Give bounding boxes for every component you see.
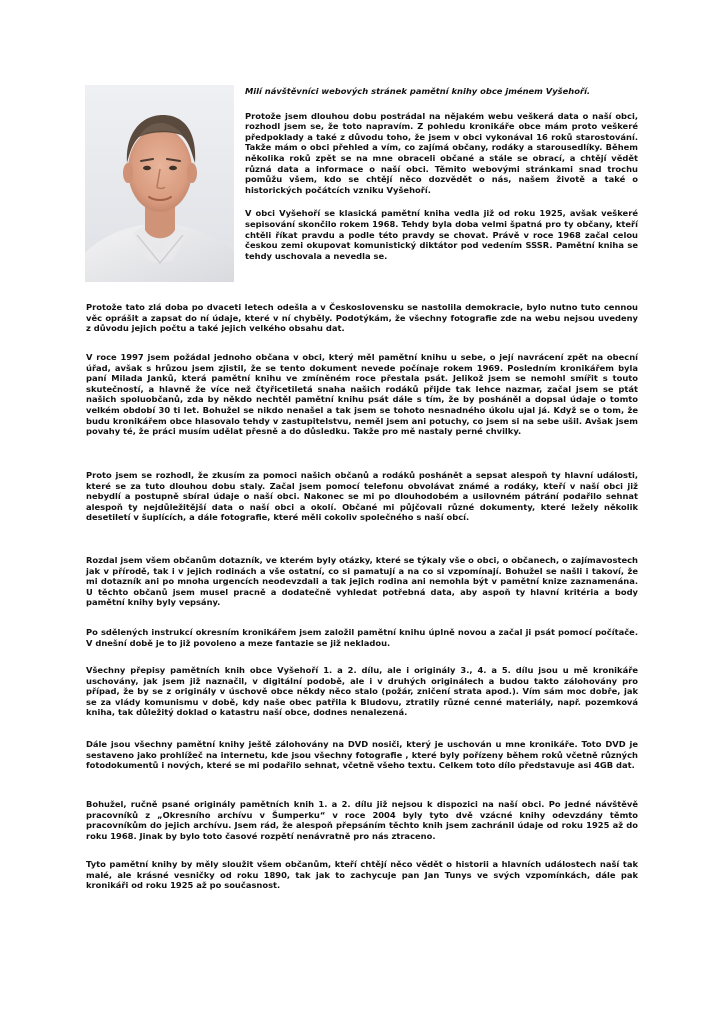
body-paragraph-7 (86, 739, 638, 771)
body-paragraph-6 (86, 665, 638, 718)
body-paragraph-text: Proto jsem se rozhodl, že zkusím za pomoci našich občanů a rodáků poshánět a sepsat alespoň ty hlavní události, které se za tuto dlouhou dobu staly. Začal jsem pomocí telefonu obvolávat známé a rodáky, kteří v naší obci již nebydlí a postupně sbíral údaje o naší obci. Nakonec se mi po dlouhodobém a usilovném pátrání podařilo sehnat alespoň ty nejdůležitější data o naší obci a okolí. Občané mi půjčovali různé dokumenty, které ležely několik desetiletí v šuplících, a dále fotografie, které měli cokoliv společného s naší obcí. (86, 470, 638, 523)
body-paragraph-text: Tyto pamětní knihy by měly sloužit všem občanům, kteří chtějí něco vědět o historii a hlavních událostech naší tak malé, ale krásné vesničky od roku 1890, tak jak to zachycuje pan Jan Tunys ve svých vzpomínkách, dále pak kronikáři od roku 1925 až po současnost. (86, 859, 638, 891)
body-paragraph-8 (86, 799, 638, 841)
body-paragraph-text: V roce 1997 jsem požádal jednoho občana v obci, který měl pamětní knihu u sebe, o její navrácení zpět na obecní úřad, avšak s hrůzou jsem zjistil, že se tento dokument nevede počínaje rokem 1969. Posledním kronikářem byla paní Milada Janků, která pamětní knihu ve zmíněném roce přestala psát. Jelikož jsem se nemohl smířit s touto skutečností, a hlavně že více než čtyřicetiletá snaha našich rodáků přijde tak lehce nazmar, začal jsem se ptát našich spoluobčanů, zda by někdo nechtěl pamětní knihu psát dále s tím, že by posháněl a dopsal údaje o tomto velkém období 30 ti let. Bohužel se nikdo nenašel a tak jsem se tohoto nesnadného úkolu ujal já. Když se o tom, že budu kronikářem obce hlasovalo tehdy v zastupitelstvu, neměl jsem ani potuchy, co jsem si na sebe ušil. Avšak jsem povahy té, že práci musím udělat přesně a do důsledku. Takže pro mě nastaly perné chvilky. (86, 352, 638, 437)
intro-paragraph-1: Protože jsem dlouhou dobu postrádal na nějakém webu veškerá data o naší obci, rozhodl jsem se, že toto napravím. Z pohledu kronikáře obce mám proto veškeré předpoklady a také z důvodu toho, že jsem v obci vykonával 16 roků starostování. Takže mám o obci přehled a vím, co zajímá občany, rodáky a starousedlíky. Během několika roků zpět se na mne obraceli občané a stále se obrací, a chtějí vědět různá data a informace o naší obci. Těmito webovými stránkami snad trochu pomůžu všem, kdo se chtějí něco dozvědět o nás, našem životě a také o historických počátcích vzniku Vyšehoří. (245, 110, 638, 195)
intro-paragraph-2: V obci Vyšehoří se klasická pamětní kniha vedla již od roku 1925, avšak veškeré sepisování skončilo rokem 1968. Tehdy byla doba velmi špatná pro ty občany, kteří chtěli říkat pravdu a podle této pravdy se chovat. Právě v roce 1968 začal celou českou zemi okupovat komunistický diktátor pod vedením SSSR. Pamětní kniha se tehdy uschovala a nevedla se. (245, 208, 638, 261)
body-paragraph-text: Dále jsou všechny pamětní knihy ještě zálohovány na DVD nosiči, který je uschován u mne kronikáře. Toto DVD je sestaveno jako prohlížeč na internetu, kde jsou všechny fotografie , které byly pořízeny během roků včetně různých fotodokumentů i nových, které se mi podařilo sehnat, včetně všeho textu. Celkem toto dílo představuje asi 4GB dat. (86, 739, 638, 771)
body-paragraph-1 (86, 302, 638, 334)
body-paragraph-4 (86, 555, 638, 608)
greeting-text: Milí návštěvníci webových stránek pamětní knihy obce jménem Vyšehoří. (245, 86, 591, 96)
body-paragraph-3 (86, 470, 638, 523)
body-paragraph-text: Protože tato zlá doba po dvaceti letech odešla a v Československu se nastolila demokracie, bylo nutno tuto cennou věc oprášit a zapsat do ní údaje, které v ní chyběly. Podotýkám, že všechny fotografie zde na webu nejsou uvedeny z důvodu jejich počtu a také jejich velkého obsahu dat. (86, 302, 638, 334)
body-paragraph-text: Po sdělených instrukcí okresním kronikářem jsem založil pamětní knihu úplně novou a začal ji psát pomocí počítače. V dnešní době je to již povoleno a meze fantazie se již nekladou. (86, 627, 638, 648)
body-paragraph-5 (86, 627, 638, 648)
body-paragraph-9 (86, 859, 638, 891)
body-paragraph-text: Rozdal jsem všem občanům dotazník, ve kterém byly otázky, které se týkaly vše o obci, o občanech, o zajímavostech jak v přírodě, tak i v jejich rodinách a vše ostatní, co si pamatují a na co si vzpomínají. Bohužel se našli i takoví, že mi dotazník ani po mnoha urgencích neodevzdali a tak jejich rodina ani nemohla být v pamětní knize zaznamenána. U těchto občanů jsem musel pracně a dodatečně vyhledat potřebná data, aby aspoň ty hlavní kritéria a body pamětní knihy byly vepsány. (86, 555, 638, 608)
body-paragraph-2 (86, 352, 638, 437)
intro-column (245, 86, 638, 261)
body-paragraph-text: Všechny přepisy pamětních knih obce Vyšehoří 1. a 2. dílu, ale i originály 3., 4. a 5. dílu jsou u mě kronikáře uschovány, jak jsem již naznačil, v digitální podobě, ale i v druhých originálech a budou takto zálohovány pro případ, že by se z originály v úschově obce někdy něco stalo (požár, zničení strata apod.). Vím sám moc dobře, jak se za vlády komunismu v době, kdy naše obec patřila k Bludovu, ztratily různé cenné materiály, např. pozemková kniha, tak důležitý doklad o katastru naší obce, dodnes nenalezená. (86, 665, 638, 718)
body-paragraph-text: Bohužel, ručně psané originály pamětních knih 1. a 2. dílu již nejsou k dispozici na naší obci. Po jedné návštěvě pracovníků z „Okresního archívu v Šumperku“ v roce 2004 byly tyto dvě vzácné knihy odevzdány těmto pracovníkům do jejich archívu. Jsem rád, že alespoň přepsáním těchto knih jsem zachránil údaje od roku 1925 až do roku 1968. Jinak by bylo toto časové rozpětí nenávratně pro nás ztraceno. (86, 799, 638, 841)
portrait-photo (85, 85, 234, 282)
portrait-photo-icon (85, 85, 234, 282)
